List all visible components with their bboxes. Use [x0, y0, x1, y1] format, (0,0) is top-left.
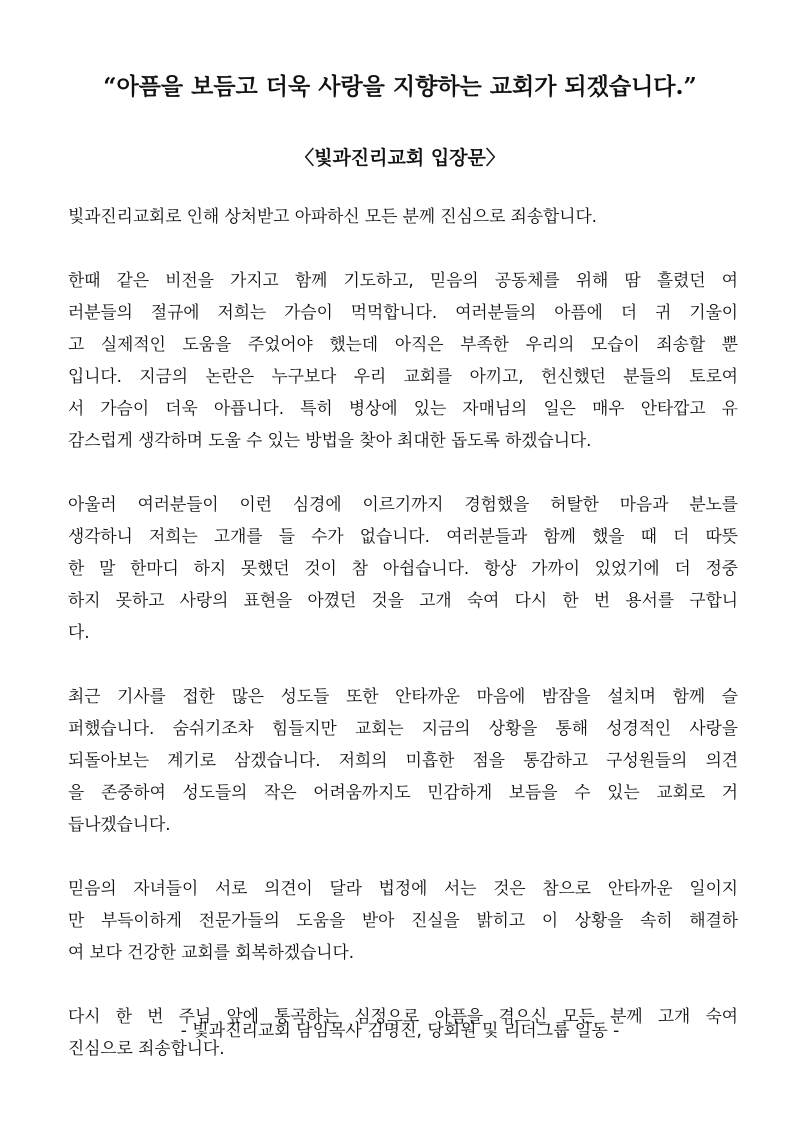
paragraph-line: 만 부득이하게 전문가들의 도움을 받아 진실을 밝히고 이 상황을 속히 해결하 — [68, 910, 738, 930]
paragraph-line: 서 가슴이 더욱 아픕니다. 특히 병상에 있는 자매님의 일은 매우 안타깝고 유 — [68, 398, 738, 418]
signature: - 빛과진리교회 담임목사 김명진, 당회원 및 리더그룹 일동 - — [180, 1021, 620, 1041]
paragraph-line: 고 실제적인 도움을 주었어야 했는데 아직은 부족한 우리의 모습이 죄송할 뿐 — [68, 334, 738, 354]
paragraph — [68, 680, 738, 840]
paragraph-line: 여 보다 건강한 교회를 회복하겠습니다. — [68, 942, 355, 962]
paragraph-line: 되돌아보는 계기로 삼겠습니다. 저희의 미흡한 점을 통감하고 구성원들의 의견 — [68, 750, 738, 770]
paragraph-line: 하지 못하고 사랑의 표현을 아꼈던 것을 고개 숙여 다시 한 번 용서를 구합니 — [68, 590, 738, 610]
paragraph-line: 러분들의 절규에 저희는 가슴이 먹먹합니다. 여러분들의 아픔에 더 귀 기울이 — [68, 302, 738, 322]
paragraph-line: 을 존중하여 성도들의 작은 어려움까지도 민감하게 보듬을 수 있는 교회로 거 — [68, 782, 738, 802]
paragraph — [68, 872, 738, 968]
paragraph-line: 입니다. 지금의 논란은 누구보다 우리 교회를 아끼고, 헌신했던 분들의 토로여 — [68, 366, 738, 386]
paragraph-line: 아울러 여러분들이 이런 심경에 이르기까지 경험했을 허탈한 마음과 분노를 — [68, 494, 738, 514]
document-subtitle: 〈빛과진리교회 입장문〉 — [295, 147, 505, 169]
paragraph-line: 한 말 한마디 하지 못했던 것이 참 아쉽습니다. 항상 가까이 있었기에 더 정중 — [68, 558, 738, 578]
paragraph — [68, 264, 738, 456]
paragraph-line: 진심으로 죄송합니다. — [68, 1038, 225, 1058]
paragraph — [68, 200, 738, 232]
paragraph — [68, 488, 738, 648]
paragraph-line: 믿음의 자녀들이 서로 의견이 달라 법정에 서는 것은 참으로 안타까운 일이지 — [68, 878, 738, 898]
document-title: “아픔을 보듬고 더욱 사랑을 지향하는 교회가 되겠습니다.” — [103, 73, 697, 100]
paragraph-line: 퍼했습니다. 숨쉬기조차 힘들지만 교회는 지금의 상황을 통해 성경적인 사랑을 — [68, 718, 738, 738]
paragraph-line: 생각하니 저희는 고개를 들 수가 없습니다. 여러분들과 함께 했을 때 더 따뜻 — [68, 526, 738, 546]
paragraph-line: 빛과진리교회로 인해 상처받고 아파하신 모든 분께 진심으로 죄송합니다. — [68, 206, 597, 226]
paragraph-line: 감스럽게 생각하며 도울 수 있는 방법을 찾아 최대한 돕도록 하겠습니다. — [68, 430, 592, 450]
paragraph-line: 듭나겠습니다. — [68, 814, 171, 834]
document-body — [68, 200, 738, 1096]
paragraph-line: 한때 같은 비전을 가지고 함께 기도하고, 믿음의 공동체를 위해 땀 흘렸던 여 — [68, 270, 738, 290]
paragraph-line: 다시 한 번 주님 앞에 통곡하는 심정으로 아픔을 겪으신 모든 분께 고개 숙여 — [68, 1006, 738, 1026]
paragraph-line: 다. — [68, 622, 90, 642]
paragraph-line: 최근 기사를 접한 많은 성도들 또한 안타까운 마음에 밤잠을 설치며 함께 슬 — [68, 686, 738, 706]
